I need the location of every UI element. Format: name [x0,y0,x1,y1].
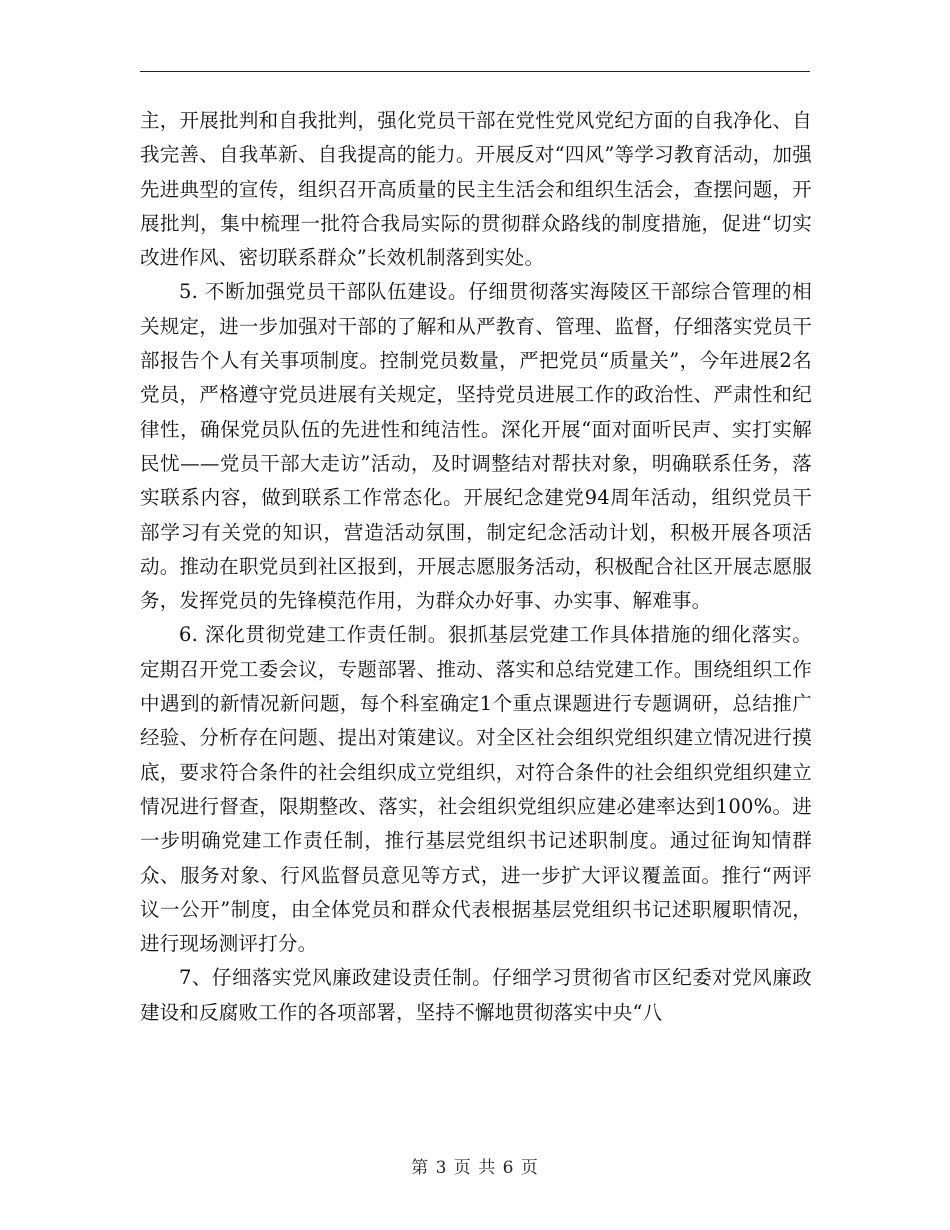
paragraph-item-5: 5. 不断加强党员干部队伍建设。仔细贯彻落实海陵区干部综合管理的相关规定，进一步加强对干部的了解和从严教育、管理、监督，仔细落实党员干部报告个人有关事项制度。控制党员数量，严把党员“质量关”，今年进展2名党员，严格遵守党员进展有关规定，坚持党员进展工作的政治性、严肃性和纪律性，确保党员队伍的先进性和纯洁性。深化开展“面对面听民声、实打实解民忧——党员干部大走访”活动，及时调整结对帮扶对象，明确联系任务，落实联系内容，做到联系工作常态化。开展纪念建党94周年活动，组织党员干部学习有关党的知识，营造活动氛围，制定纪念活动计划，积极开展各项活动。推动在职党员到社区报到，开展志愿服务活动，积极配合社区开展志愿服务，发挥党员的先锋模范作用，为群众办好事、办实事、解难事。 [140,280,812,613]
header-rule [140,71,810,72]
paragraph-item-6: 6. 深化贯彻党建工作责任制。狠抓基层党建工作具体措施的细化落实。定期召开党工委会议，专题部署、推动、落实和总结党建工作。围绕组织工作中遇到的新情况新问题，每个科室确定1个重点课题进行专题调研，总结推广经验、分析存在问题、提出对策建议。对全区社会组织党组织建立情况进行摸底，要求符合条件的社会组织成立党组织，对符合条件的社会组织党组织建立情况进行督查，限期整改、落实，社会组织党组织应建必建率达到100%。进一步明确党建工作责任制，推行基层党组织书记述职制度。通过征询知情群众、服务对象、行风监督员意见等方式，进一步扩大评议覆盖面。推行“两评议一公开”制度，由全体党员和群众代表根据基层党组织书记述职履职情况，进行现场测评打分。 [140,623,812,956]
paragraph-continuation: 主，开展批判和自我批判，强化党员干部在党性党风党纪方面的自我净化、自我完善、自我革新、自我提高的能力。开展反对“四风”等学习教育活动，加强先进典型的宣传，组织召开高质量的民主生活会和组织生活会，查摆问题，开展批判，集中梳理一批符合我局实际的贯彻群众路线的制度措施，促进“切实改进作风、密切联系群众”长效机制落到实处。 [140,109,812,270]
page-number-footer: 第 3 页 共 6 页 [411,1158,539,1178]
paragraph-item-7: 7、仔细落实党风廉政建设责任制。仔细学习贯彻省市区纪委对党风廉政建设和反腐败工作的各项部署，坚持不懈地贯彻落实中央“八 [140,966,812,1024]
document-body [140,104,812,1030]
